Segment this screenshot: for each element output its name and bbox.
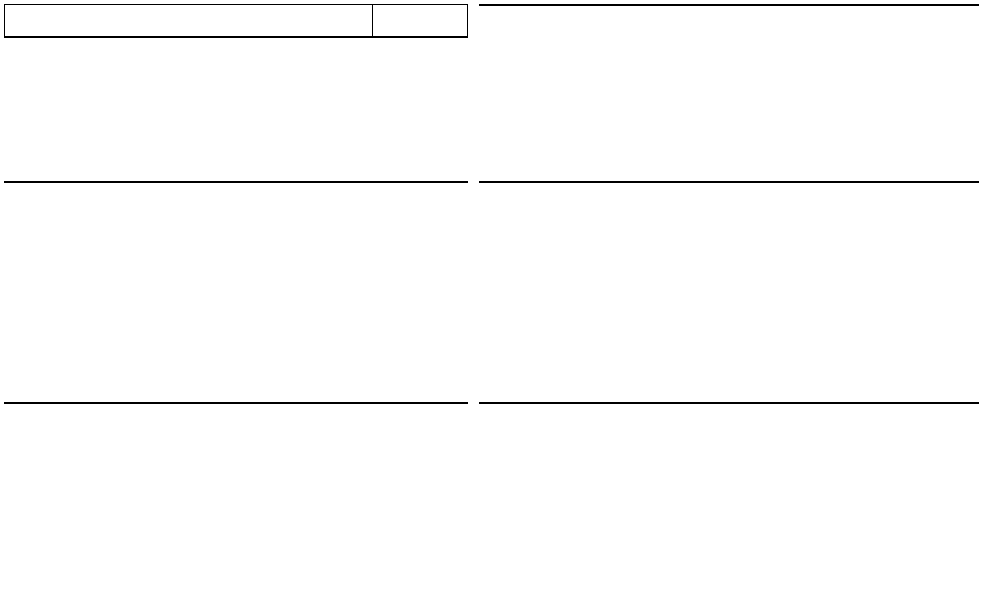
column-group-title bbox=[372, 5, 466, 36]
panel-yellow-cards bbox=[4, 4, 468, 38]
panel-special bbox=[4, 181, 468, 183]
panel-header bbox=[5, 5, 467, 37]
panel-title bbox=[5, 5, 372, 36]
panel-total-shots bbox=[479, 181, 979, 183]
panel-statistics bbox=[4, 402, 468, 404]
panel-total-corners bbox=[479, 402, 979, 404]
panel-total-yellow-cards bbox=[479, 4, 979, 6]
